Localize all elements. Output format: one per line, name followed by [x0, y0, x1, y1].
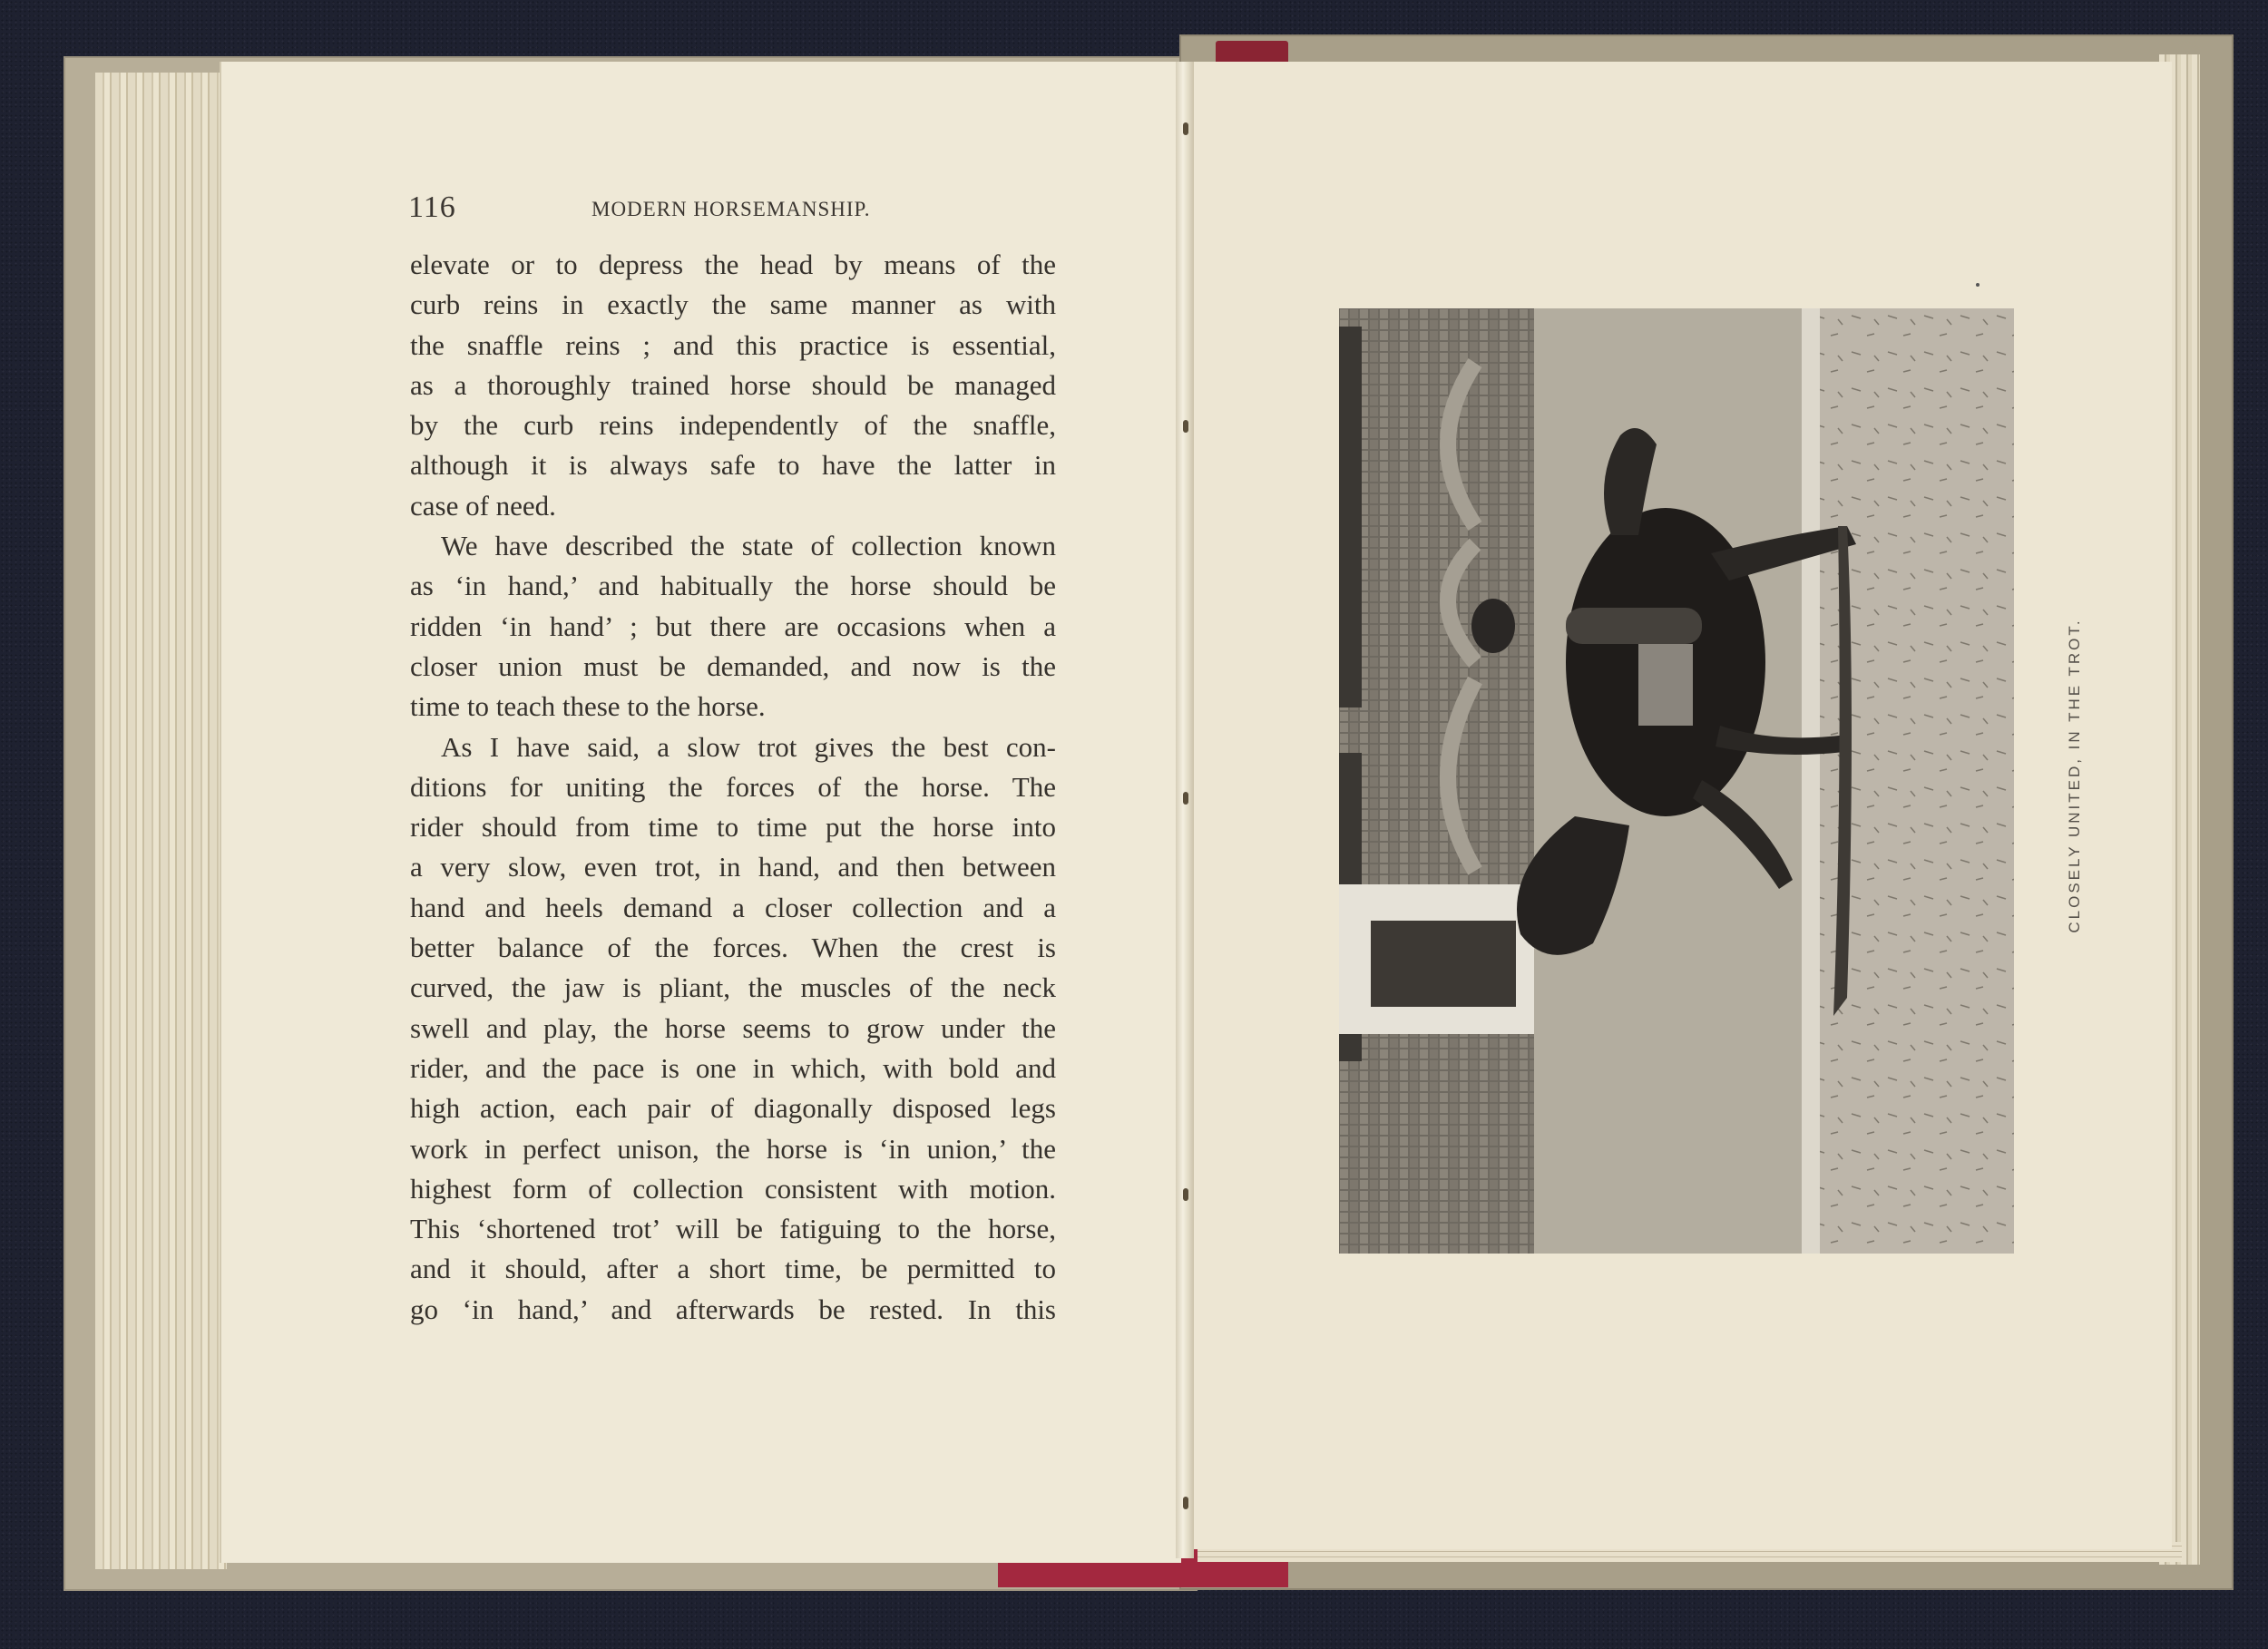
- text-line: hand and heels demand a closer collection and a: [410, 891, 1056, 923]
- speck: [1976, 283, 1980, 287]
- text-line: the snaffle reins ; and this practice is essential,: [410, 328, 1056, 361]
- gutter: [1176, 62, 1194, 1558]
- stitch: [1183, 122, 1188, 135]
- text-line: although it is always safe to have the latter in: [410, 449, 1056, 482]
- running-head: MODERN HORSEMANSHIP.: [591, 198, 871, 220]
- text-line: curved, the jaw is pliant, the muscles of the neck: [410, 971, 1056, 1004]
- text-line: elevate or to depress the head by means of the: [410, 249, 1056, 280]
- plate-caption: CLOSELY UNITED, IN THE TROT.: [2066, 618, 2083, 933]
- page-edges-left: [95, 73, 227, 1569]
- text-line: case of need.: [410, 489, 556, 522]
- text-line: closer union must be demanded, and now is the: [410, 649, 1056, 682]
- text-line: This ‘shortened trot’ will be fatiguing to the horse,: [410, 1213, 1056, 1245]
- stitch: [1183, 1188, 1188, 1201]
- text-line: ditions for uniting the forces of the horse. The: [410, 770, 1056, 803]
- photo-plate: [1339, 308, 2014, 1254]
- text-line: as a thoroughly trained horse should be managed: [410, 368, 1056, 401]
- stitch: [1183, 1497, 1188, 1509]
- text-line: a very slow, even trot, in hand, and then between: [410, 851, 1056, 883]
- text-line: rider, and the pace is one in which, with bold and: [410, 1051, 1056, 1084]
- page-number: 116: [408, 190, 456, 224]
- text-line: by the curb reins independently of the snaffle,: [410, 409, 1056, 442]
- text-line: rider should from time to time put the horse into: [410, 811, 1056, 844]
- text-line: as ‘in hand,’ and habitually the horse should be: [410, 570, 1056, 602]
- horse-rider-photo: [1339, 308, 2014, 1254]
- text-line: time to teach these to the horse.: [410, 690, 766, 723]
- stitch: [1183, 420, 1188, 433]
- text-line: We have described the state of collection known: [441, 530, 1056, 562]
- text-line: work in perfect unison, the horse is ‘in union,’ the: [410, 1132, 1056, 1165]
- text-line: As I have said, a slow trot gives the best con-: [441, 730, 1056, 763]
- body-text: [410, 245, 1056, 1330]
- text-line: high action, each pair of diagonally disposed legs: [410, 1092, 1056, 1125]
- text-line: go ‘in hand,’ and afterwards be rested. In this: [410, 1293, 1056, 1325]
- stitch: [1183, 792, 1188, 805]
- text-line: and it should, after a short time, be permitted to: [410, 1253, 1056, 1285]
- text-line: highest form of collection consistent with motion.: [410, 1172, 1056, 1205]
- text-line: better balance of the forces. When the crest is: [410, 932, 1056, 964]
- text-line: swell and play, the horse seems to grow under the: [410, 1011, 1056, 1044]
- text-line: ridden ‘in hand’ ; but there are occasions when a: [410, 610, 1056, 642]
- text-line: curb reins in exactly the same manner as with: [410, 288, 1056, 321]
